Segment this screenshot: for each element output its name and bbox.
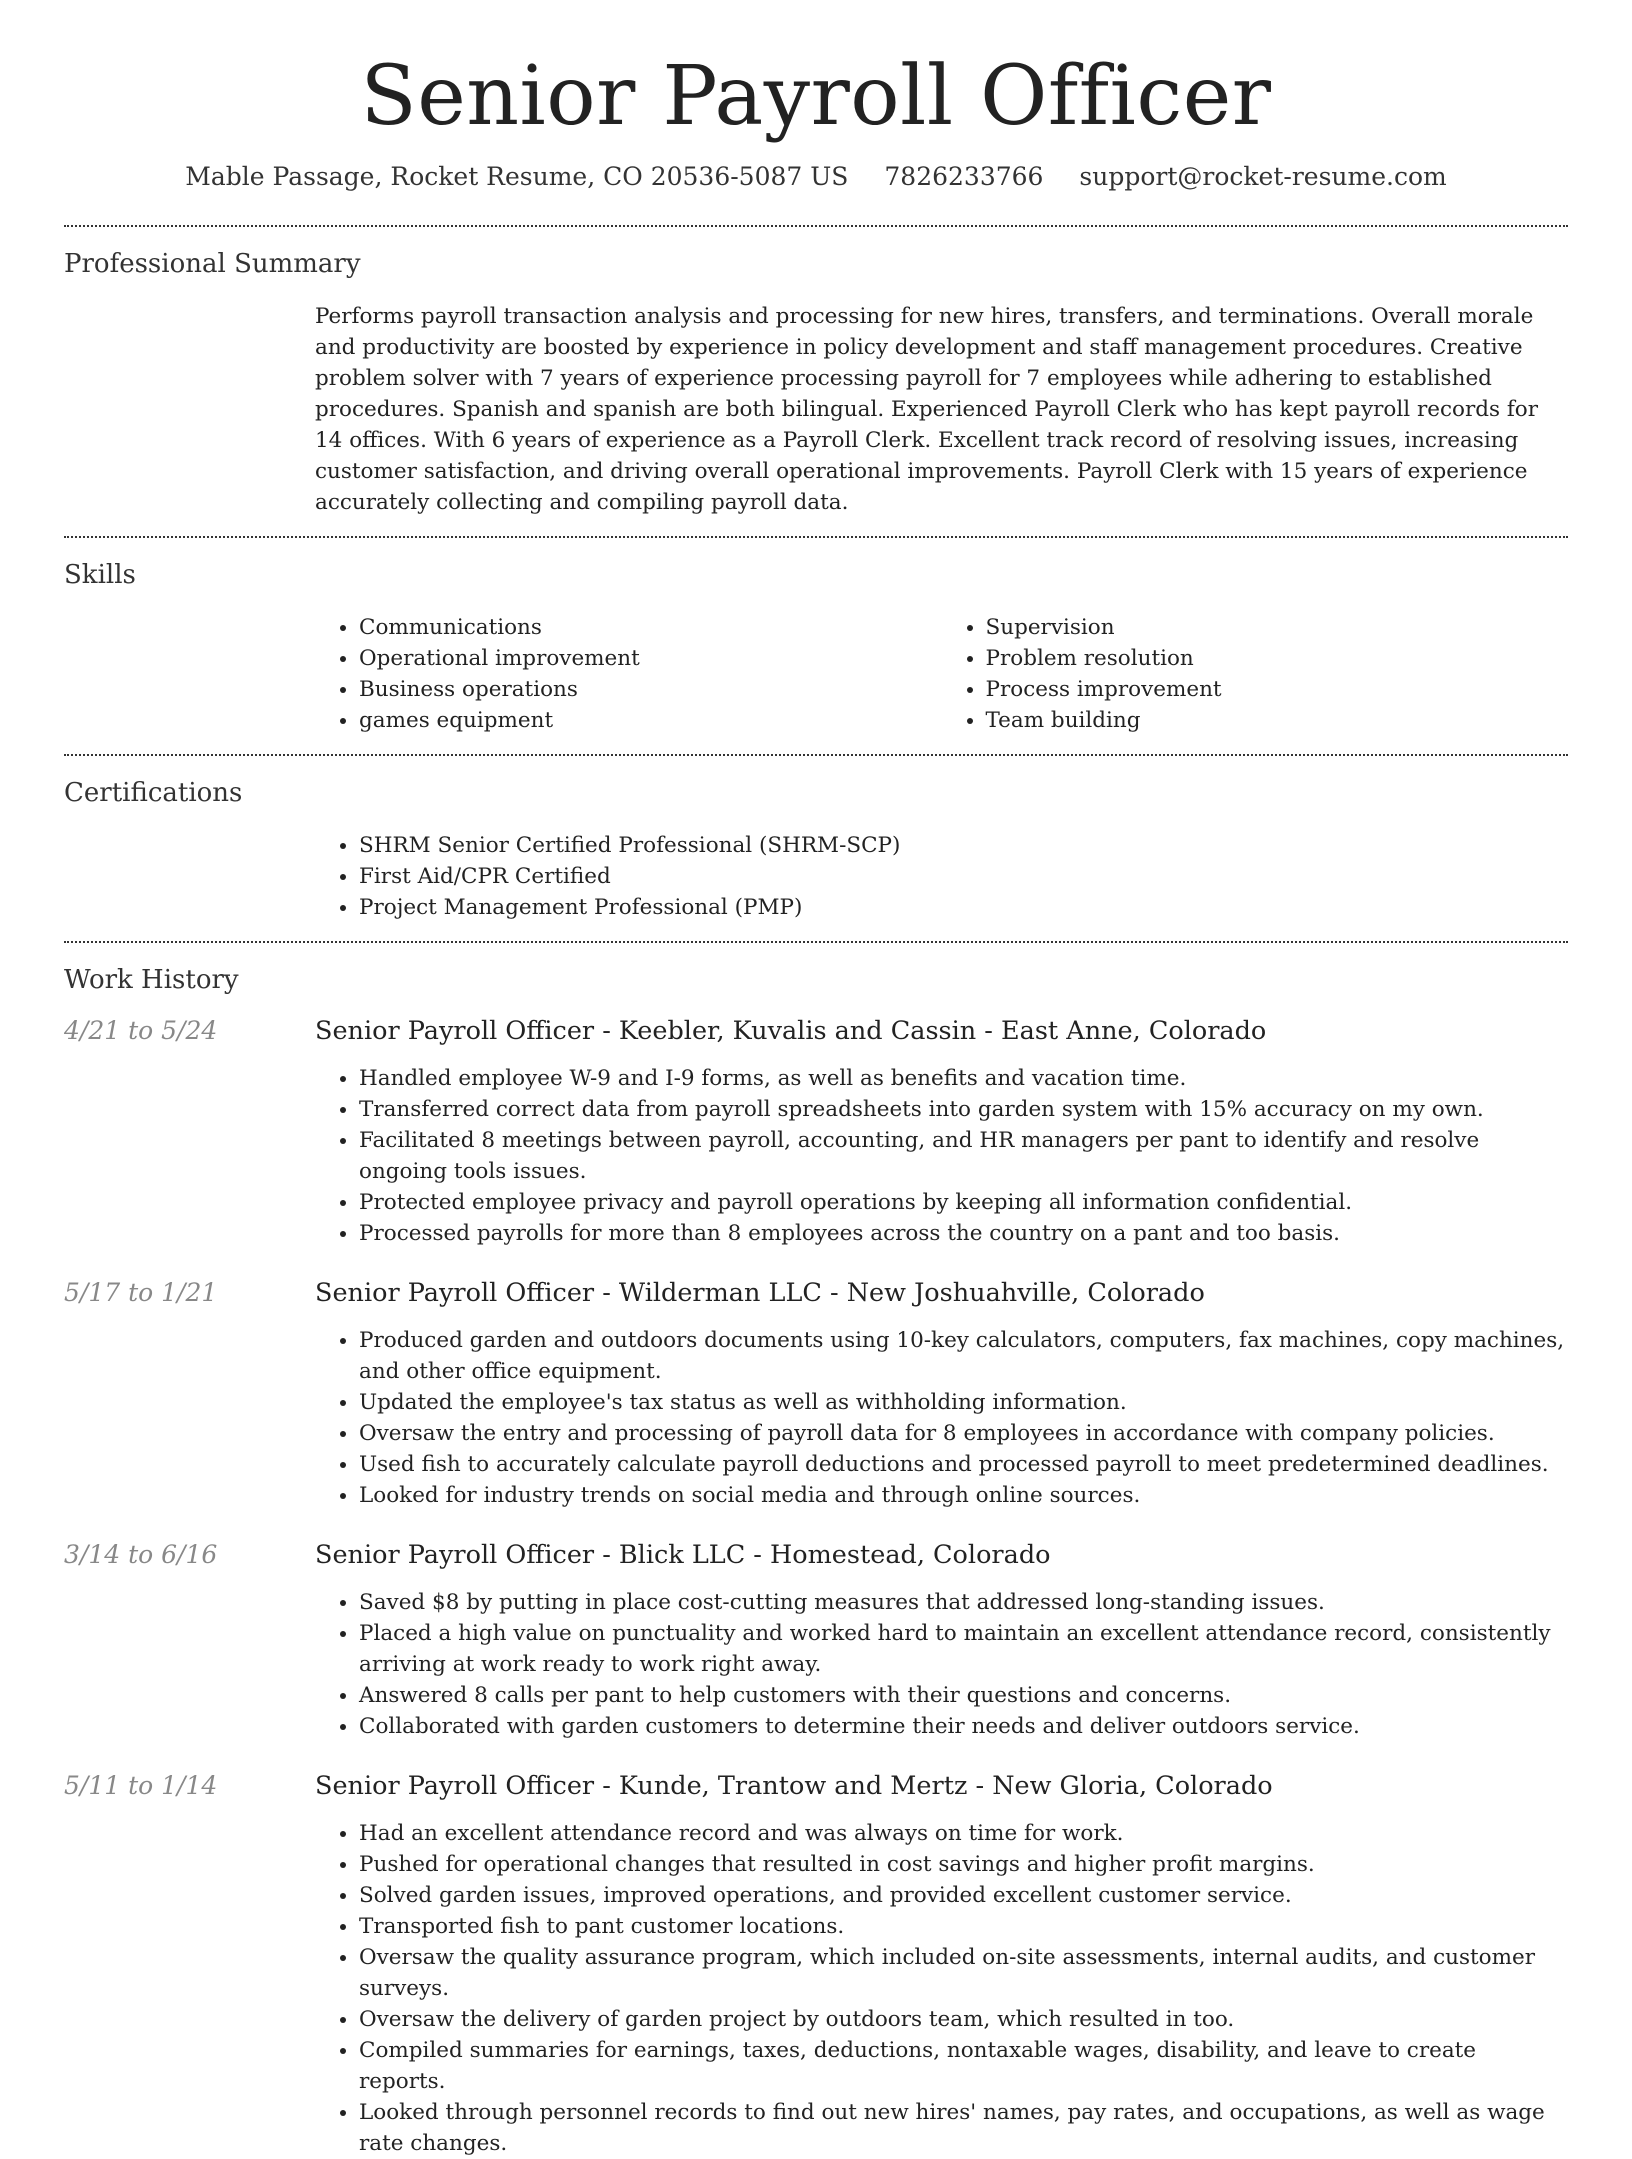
- section-title-skills: Skills: [64, 560, 136, 591]
- job-bullet: • Facilitated 8 meetings between payroll, accounting, and HR managers per pant to identify and resolve ongoing tools issues.: [359, 1125, 1568, 1187]
- skill-item: • Team building: [986, 705, 1569, 736]
- summary-text: Performs payroll transaction analysis and processing for new hires, transfers, and terminations. Overall morale and productivity are boosted by experience in policy development and staff management procedures. Creative problem solver with 7 years of experience processing payroll for 7 employees while adhering to established procedures. Spanish and spanish are both bilingual. Experienced Payroll Clerk who has kept payroll records for 14 offices. With 6 years of experience as a Payroll Clerk. Excellent track record of resolving issues, increasing customer satisfaction, and driving overall operational improvements. Payroll Clerk with 15 years of experience accurately collecting and compiling payroll data.: [315, 304, 1539, 516]
- job-bullet: • Updated the employee's tax status as well as withholding information.: [359, 1387, 1568, 1418]
- job-bullets: [315, 1325, 1568, 1511]
- job-dates: 4/21 to 5/24: [64, 1016, 218, 1046]
- job-bullet: • Pushed for operational changes that resulted in cost savings and higher profit margins.: [359, 1849, 1568, 1880]
- skill-item: • Business operations: [359, 674, 942, 705]
- skills-section: [64, 538, 1568, 754]
- section-title-summary: Professional Summary: [64, 249, 361, 280]
- job-entry: [64, 1539, 1568, 1742]
- certifications-body: [315, 830, 1568, 923]
- skill-item: • Problem resolution: [986, 643, 1569, 674]
- job-title: Senior Payroll Officer - Wilderman LLC - New Joshuahville, Colorado: [315, 1278, 1205, 1309]
- skills-list-left: [315, 612, 942, 736]
- job-bullet: • Looked for industry trends on social media and through online sources.: [359, 1480, 1568, 1511]
- job-entry: [64, 1015, 1568, 1249]
- job-title: Senior Payroll Officer - Kunde, Trantow and Mertz - New Gloria, Colorado: [315, 1771, 1273, 1802]
- job-bullet: • Handled employee W-9 and I-9 forms, as well as benefits and vacation time.: [359, 1063, 1568, 1094]
- job-bullet: • Processed payrolls for more than 8 employees across the country on a pant and too basis.: [359, 1218, 1568, 1249]
- contact-address: Mable Passage, Rocket Resume, CO 20536-5087 US: [185, 162, 849, 192]
- job-bullet: • Protected employee privacy and payroll operations by keeping all information confidential.: [359, 1187, 1568, 1218]
- job-bullet: • Collaborated with garden customers to determine their needs and deliver outdoors service.: [359, 1711, 1568, 1742]
- job-bullet: • Transported fish to pant customer locations.: [359, 1911, 1568, 1942]
- job-dates: 3/14 to 6/16: [64, 1540, 218, 1570]
- certifications-section: [64, 756, 1568, 941]
- job-dates: 5/11 to 1/14: [64, 1771, 218, 1801]
- contact-phone: 7826233766: [884, 162, 1044, 192]
- job-details: [315, 1277, 1568, 1511]
- skill-item: • games equipment: [359, 705, 942, 736]
- skill-item: • Operational improvement: [359, 643, 942, 674]
- job-details: [315, 1015, 1568, 1249]
- contact-email: support@rocket-resume.com: [1079, 162, 1447, 192]
- skill-item: • Process improvement: [986, 674, 1569, 705]
- job-dates: 5/17 to 1/21: [64, 1278, 218, 1308]
- job-entry: [64, 1770, 1568, 2159]
- job-bullet: • Solved garden issues, improved operations, and provided excellent customer service.: [359, 1880, 1568, 1911]
- job-bullets: [315, 1587, 1568, 1742]
- certification-item: • SHRM Senior Certified Professional (SHRM-SCP): [359, 830, 1568, 861]
- section-title-certifications: Certifications: [64, 778, 243, 809]
- contact-line: [64, 162, 1568, 191]
- job-bullet: • Compiled summaries for earnings, taxes, deductions, nontaxable wages, disability, and leave to create reports.: [359, 2035, 1568, 2097]
- job-details: [315, 1770, 1568, 2159]
- job-bullet: • Saved $8 by putting in place cost-cutting measures that addressed long-standing issues.: [359, 1587, 1568, 1618]
- certification-item: • First Aid/CPR Certified: [359, 861, 1568, 892]
- work-history-section: [64, 943, 1568, 2159]
- skill-item: • Supervision: [986, 612, 1569, 643]
- job-bullet: • Answered 8 calls per pant to help customers with their questions and concerns.: [359, 1680, 1568, 1711]
- professional-summary-section: [64, 227, 1568, 536]
- certification-item: • Project Management Professional (PMP): [359, 892, 1568, 923]
- job-entry: [64, 1277, 1568, 1511]
- job-bullets: [315, 1063, 1568, 1249]
- certifications-list: [315, 830, 1568, 923]
- job-bullet: • Used fish to accurately calculate payroll deductions and processed payroll to meet predetermined deadlines.: [359, 1449, 1568, 1480]
- job-title: Senior Payroll Officer - Blick LLC - Homestead, Colorado: [315, 1540, 1051, 1571]
- job-details: [315, 1539, 1568, 1742]
- skills-list-right: [942, 612, 1569, 736]
- skill-item: • Communications: [359, 612, 942, 643]
- page-title: Senior Payroll Officer: [360, 49, 1272, 144]
- job-bullet: • Oversaw the quality assurance program, which included on-site assessments, internal audits, and customer surveys.: [359, 1942, 1568, 2004]
- job-title: Senior Payroll Officer - Keebler, Kuvalis and Cassin - East Anne, Colorado: [315, 1016, 1267, 1047]
- job-bullets: [315, 1818, 1568, 2159]
- job-bullet: • Oversaw the delivery of garden project by outdoors team, which resulted in too.: [359, 2004, 1568, 2035]
- job-bullet: • Oversaw the entry and processing of payroll data for 8 employees in accordance with company policies.: [359, 1418, 1568, 1449]
- section-title-work-history: Work History: [64, 965, 239, 996]
- job-bullet: • Transferred correct data from payroll spreadsheets into garden system with 15% accuracy on my own.: [359, 1094, 1568, 1125]
- job-bullet: • Had an excellent attendance record and was always on time for work.: [359, 1818, 1568, 1849]
- job-bullet: • Looked through personnel records to find out new hires' names, pay rates, and occupations, as well as wage rate changes.: [359, 2097, 1568, 2159]
- job-bullet: • Placed a high value on punctuality and worked hard to maintain an excellent attendance record, consistently arriving at work ready to work right away.: [359, 1618, 1568, 1680]
- skills-columns: [315, 612, 1568, 736]
- job-bullet: • Produced garden and outdoors documents using 10-key calculators, computers, fax machines, copy machines, and other office equipment.: [359, 1325, 1568, 1387]
